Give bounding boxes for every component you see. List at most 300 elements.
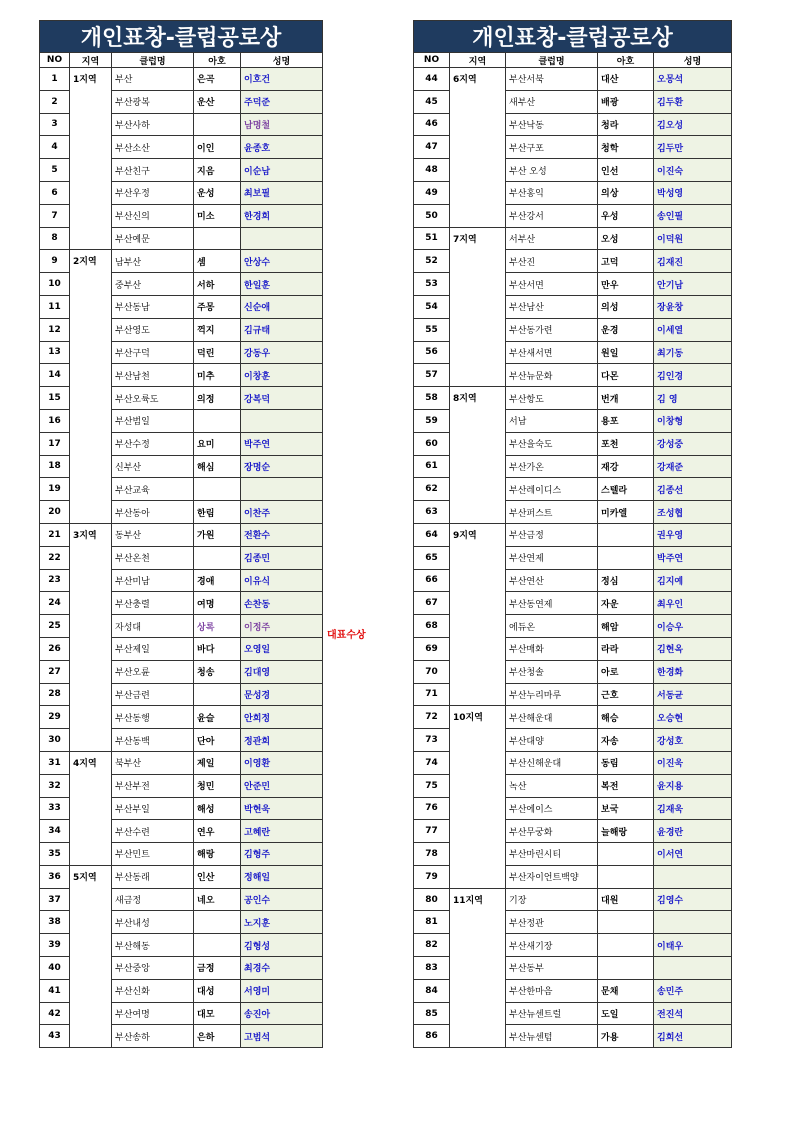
- nickname-cell: 미추: [194, 364, 241, 387]
- recipient-name-cell: 전진석: [654, 1002, 732, 1025]
- nickname-cell: 청민: [194, 774, 241, 797]
- recipient-name-cell: 오영일: [241, 637, 323, 660]
- club-name-cell: 부산영도: [112, 318, 194, 341]
- recipient-name-cell: 박주연: [241, 432, 323, 455]
- row-number: 63: [414, 501, 450, 524]
- club-name-cell: 북부산: [112, 751, 194, 774]
- nickname-cell: 대산: [598, 68, 654, 91]
- recipient-name-cell: 문성경: [241, 683, 323, 706]
- nickname-cell: 경애: [194, 569, 241, 592]
- region-cell: 7지역: [450, 227, 506, 387]
- row-number: 75: [414, 774, 450, 797]
- row-number: 7: [40, 204, 70, 227]
- club-name-cell: 부산레이디스: [506, 478, 598, 501]
- row-number: 53: [414, 273, 450, 296]
- nickname-cell: 해승: [598, 706, 654, 729]
- table-row: [40, 523, 323, 546]
- club-name-cell: 서남: [506, 409, 598, 432]
- recipient-name-cell: 최보필: [241, 181, 323, 204]
- club-name-cell: 부산동아: [112, 501, 194, 524]
- recipient-name-cell: 송인필: [654, 204, 732, 227]
- nickname-cell: 의상: [598, 181, 654, 204]
- recipient-name-cell: 김희선: [654, 1025, 732, 1048]
- recipient-name-cell: 안상수: [241, 250, 323, 273]
- nickname-cell: 스텔라: [598, 478, 654, 501]
- recipient-name-cell: [654, 911, 732, 934]
- row-number: 73: [414, 729, 450, 752]
- row-number: 72: [414, 706, 450, 729]
- table-row: [414, 227, 732, 250]
- recipient-name-cell: 김두만: [654, 136, 732, 159]
- nickname-cell: 은곡: [194, 68, 241, 91]
- table-row: [414, 706, 732, 729]
- recipient-name-cell: 이정주: [241, 615, 323, 638]
- nickname-cell: [194, 478, 241, 501]
- recipient-name-cell: 김종선: [654, 478, 732, 501]
- nickname-cell: 근호: [598, 683, 654, 706]
- club-name-cell: 부산광복: [112, 90, 194, 113]
- header-name: 성명: [241, 53, 323, 68]
- region-cell: 6지역: [450, 68, 506, 228]
- row-number: 81: [414, 911, 450, 934]
- header-region: 지역: [450, 53, 506, 68]
- table-row: [40, 68, 323, 91]
- row-number: 35: [40, 843, 70, 866]
- club-name-cell: 부산신화: [112, 979, 194, 1002]
- header-nickname: 아호: [194, 53, 241, 68]
- region-cell: 9지역: [450, 523, 506, 705]
- nickname-cell: [194, 911, 241, 934]
- row-number: 51: [414, 227, 450, 250]
- club-name-cell: 부산대양: [506, 729, 598, 752]
- representative-award-note: 대표수상: [327, 630, 366, 641]
- recipient-name-cell: 윤지용: [654, 774, 732, 797]
- row-number: 57: [414, 364, 450, 387]
- club-name-cell: 부산자이언트백양: [506, 865, 598, 888]
- row-number: 45: [414, 90, 450, 113]
- row-number: 50: [414, 204, 450, 227]
- nickname-cell: 고덕: [598, 250, 654, 273]
- row-number: 16: [40, 409, 70, 432]
- nickname-cell: 바다: [194, 637, 241, 660]
- row-number: 34: [40, 820, 70, 843]
- recipient-name-cell: 장윤창: [654, 295, 732, 318]
- nickname-cell: 의성: [598, 295, 654, 318]
- club-name-cell: 새부산: [506, 90, 598, 113]
- recipient-name-cell: 최기동: [654, 341, 732, 364]
- club-name-cell: 부산신의: [112, 204, 194, 227]
- nickname-cell: 재강: [598, 455, 654, 478]
- region-cell: 5지역: [70, 865, 112, 1047]
- recipient-name-cell: 이찬주: [241, 501, 323, 524]
- club-name-cell: 부산새서면: [506, 341, 598, 364]
- row-number: 32: [40, 774, 70, 797]
- row-number: 79: [414, 865, 450, 888]
- club-name-cell: 서부산: [506, 227, 598, 250]
- nickname-cell: 서하: [194, 273, 241, 296]
- nickname-cell: 은하: [194, 1025, 241, 1048]
- club-name-cell: 부산중앙: [112, 957, 194, 980]
- club-name-cell: 부산친구: [112, 159, 194, 182]
- nickname-cell: 인선: [598, 159, 654, 182]
- nickname-cell: [194, 227, 241, 250]
- header-no: NO: [40, 53, 70, 68]
- region-cell: 4지역: [70, 751, 112, 865]
- row-number: 83: [414, 957, 450, 980]
- nickname-cell: 다몬: [598, 364, 654, 387]
- club-name-cell: 부산신해운대: [506, 751, 598, 774]
- recipient-name-cell: 김두환: [654, 90, 732, 113]
- recipient-name-cell: 김영수: [654, 888, 732, 911]
- nickname-cell: 우성: [598, 204, 654, 227]
- club-name-cell: 부산예문: [112, 227, 194, 250]
- nickname-cell: 인산: [194, 865, 241, 888]
- row-number: 29: [40, 706, 70, 729]
- recipient-name-cell: 손찬동: [241, 592, 323, 615]
- table-row: [414, 387, 732, 410]
- row-number: 17: [40, 432, 70, 455]
- nickname-cell: [598, 523, 654, 546]
- club-name-cell: 부산오륙도: [112, 387, 194, 410]
- recipient-name-cell: 이덕원: [654, 227, 732, 250]
- club-name-cell: 부산민트: [112, 843, 194, 866]
- recipient-name-cell: 강재준: [654, 455, 732, 478]
- club-name-cell: 부산금련: [112, 683, 194, 706]
- nickname-cell: 셈: [194, 250, 241, 273]
- row-number: 12: [40, 318, 70, 341]
- region-cell: 10지역: [450, 706, 506, 888]
- recipient-name-cell: [241, 227, 323, 250]
- row-number: 25: [40, 615, 70, 638]
- row-number: 47: [414, 136, 450, 159]
- nickname-cell: 배광: [598, 90, 654, 113]
- club-name-cell: 에듀온: [506, 615, 598, 638]
- recipient-name-cell: 한경화: [654, 660, 732, 683]
- row-number: 22: [40, 546, 70, 569]
- nickname-cell: 문채: [598, 979, 654, 1002]
- nickname-cell: 운경: [598, 318, 654, 341]
- row-number: 48: [414, 159, 450, 182]
- recipient-name-cell: [241, 478, 323, 501]
- club-name-cell: 부산충렬: [112, 592, 194, 615]
- nickname-cell: [194, 546, 241, 569]
- club-name-cell: 부산온천: [112, 546, 194, 569]
- row-number: 77: [414, 820, 450, 843]
- nickname-cell: 대모: [194, 1002, 241, 1025]
- recipient-name-cell: 강동우: [241, 341, 323, 364]
- recipient-name-cell: 전환수: [241, 523, 323, 546]
- row-number: 20: [40, 501, 70, 524]
- club-name-cell: 부산해운대: [506, 706, 598, 729]
- row-number: 58: [414, 387, 450, 410]
- nickname-cell: 보국: [598, 797, 654, 820]
- recipient-name-cell: 공인수: [241, 888, 323, 911]
- recipient-name-cell: 오몽석: [654, 68, 732, 91]
- recipient-name-cell: 박현욱: [241, 797, 323, 820]
- nickname-cell: 가원: [194, 523, 241, 546]
- region-cell: 2지역: [70, 250, 112, 524]
- region-cell: 1지역: [70, 68, 112, 250]
- row-number: 13: [40, 341, 70, 364]
- recipient-name-cell: 이창형: [654, 409, 732, 432]
- nickname-cell: 해랑: [194, 843, 241, 866]
- recipient-name-cell: 송진아: [241, 1002, 323, 1025]
- row-number: 76: [414, 797, 450, 820]
- nickname-cell: [598, 546, 654, 569]
- row-number: 39: [40, 934, 70, 957]
- club-name-cell: 부산뉴센트럴: [506, 1002, 598, 1025]
- club-name-cell: 부산동래: [112, 865, 194, 888]
- recipient-name-cell: 송민주: [654, 979, 732, 1002]
- header-no: NO: [414, 53, 450, 68]
- row-number: 68: [414, 615, 450, 638]
- nickname-cell: 한림: [194, 501, 241, 524]
- recipient-name-cell: 서영미: [241, 979, 323, 1002]
- recipient-name-cell: 박주연: [654, 546, 732, 569]
- row-number: 27: [40, 660, 70, 683]
- nickname-cell: 여명: [194, 592, 241, 615]
- region-cell: 11지역: [450, 888, 506, 1048]
- club-name-cell: 부산항도: [506, 387, 598, 410]
- club-name-cell: 부산서북: [506, 68, 598, 91]
- club-name-cell: 동부산: [112, 523, 194, 546]
- club-name-cell: 부산을숙도: [506, 432, 598, 455]
- nickname-cell: 해암: [598, 615, 654, 638]
- row-number: 40: [40, 957, 70, 980]
- club-name-cell: 부산교육: [112, 478, 194, 501]
- club-name-cell: 부산동남: [112, 295, 194, 318]
- club-name-cell: 부산정관: [506, 911, 598, 934]
- club-name-cell: 부산송하: [112, 1025, 194, 1048]
- nickname-cell: [194, 113, 241, 136]
- nickname-cell: 윤슬: [194, 706, 241, 729]
- recipient-name-cell: 김규태: [241, 318, 323, 341]
- nickname-cell: 해성: [194, 797, 241, 820]
- row-number: 43: [40, 1025, 70, 1048]
- nickname-cell: 미소: [194, 204, 241, 227]
- club-name-cell: 부산누리마루: [506, 683, 598, 706]
- row-number: 23: [40, 569, 70, 592]
- nickname-cell: 대원: [598, 888, 654, 911]
- club-name-cell: 부산내성: [112, 911, 194, 934]
- nickname-cell: 원일: [598, 341, 654, 364]
- recipient-name-cell: 정해일: [241, 865, 323, 888]
- table-title: 개인표창-클럽공로상: [414, 21, 732, 53]
- recipient-name-cell: 신순애: [241, 295, 323, 318]
- row-number: 6: [40, 181, 70, 204]
- row-number: 54: [414, 295, 450, 318]
- row-number: 2: [40, 90, 70, 113]
- recipient-name-cell: 정관희: [241, 729, 323, 752]
- nickname-cell: 주몽: [194, 295, 241, 318]
- club-name-cell: 부산남천: [112, 364, 194, 387]
- region-cell: 8지역: [450, 387, 506, 524]
- row-number: 46: [414, 113, 450, 136]
- row-number: 49: [414, 181, 450, 204]
- row-number: 84: [414, 979, 450, 1002]
- club-name-cell: 부산수련: [112, 820, 194, 843]
- row-number: 38: [40, 911, 70, 934]
- recipient-name-cell: 오승현: [654, 706, 732, 729]
- row-number: 37: [40, 888, 70, 911]
- nickname-cell: 운산: [194, 90, 241, 113]
- nickname-cell: 만우: [598, 273, 654, 296]
- club-name-cell: 부산남산: [506, 295, 598, 318]
- club-name-cell: 남부산: [112, 250, 194, 273]
- row-number: 9: [40, 250, 70, 273]
- club-name-cell: 부산연산: [506, 569, 598, 592]
- club-name-cell: 부산뉴문화: [506, 364, 598, 387]
- recipient-name-cell: 이진욱: [654, 751, 732, 774]
- nickname-cell: [598, 865, 654, 888]
- table-row: [40, 751, 323, 774]
- recipient-name-cell: 김오성: [654, 113, 732, 136]
- row-number: 31: [40, 751, 70, 774]
- club-name-cell: 부산마린시티: [506, 843, 598, 866]
- nickname-cell: 번개: [598, 387, 654, 410]
- recipient-name-cell: 윤경란: [654, 820, 732, 843]
- club-name-cell: 부산동연제: [506, 592, 598, 615]
- row-number: 52: [414, 250, 450, 273]
- nickname-cell: 네오: [194, 888, 241, 911]
- row-number: 70: [414, 660, 450, 683]
- award-table-right: [413, 20, 732, 1048]
- club-name-cell: 부산매화: [506, 637, 598, 660]
- row-number: 85: [414, 1002, 450, 1025]
- recipient-name-cell: 주덕준: [241, 90, 323, 113]
- row-number: 44: [414, 68, 450, 91]
- region-cell: 3지역: [70, 523, 112, 751]
- nickname-cell: 상록: [194, 615, 241, 638]
- nickname-cell: 도일: [598, 1002, 654, 1025]
- club-name-cell: 부산범일: [112, 409, 194, 432]
- club-name-cell: 부산구덕: [112, 341, 194, 364]
- row-number: 41: [40, 979, 70, 1002]
- nickname-cell: 운성: [194, 181, 241, 204]
- recipient-name-cell: 고혜란: [241, 820, 323, 843]
- table-row: [40, 250, 323, 273]
- nickname-cell: 덕린: [194, 341, 241, 364]
- recipient-name-cell: 김인경: [654, 364, 732, 387]
- row-number: 8: [40, 227, 70, 250]
- nickname-cell: 제일: [194, 751, 241, 774]
- nickname-cell: [194, 934, 241, 957]
- nickname-cell: 금정: [194, 957, 241, 980]
- club-name-cell: 부산제일: [112, 637, 194, 660]
- nickname-cell: 오성: [598, 227, 654, 250]
- header-region: 지역: [70, 53, 112, 68]
- recipient-name-cell: 김지예: [654, 569, 732, 592]
- club-name-cell: 부산부일: [112, 797, 194, 820]
- recipient-name-cell: 안희정: [241, 706, 323, 729]
- recipient-name-cell: 김재진: [654, 250, 732, 273]
- nickname-cell: 아로: [598, 660, 654, 683]
- club-name-cell: 부산여명: [112, 1002, 194, 1025]
- recipient-name-cell: 김 영: [654, 387, 732, 410]
- row-number: 64: [414, 523, 450, 546]
- recipient-name-cell: 이호건: [241, 68, 323, 91]
- recipient-name-cell: 최우인: [654, 592, 732, 615]
- nickname-cell: 꺽지: [194, 318, 241, 341]
- award-table-left: [39, 20, 323, 1048]
- row-number: 5: [40, 159, 70, 182]
- row-number: 15: [40, 387, 70, 410]
- club-name-cell: 부산오륜: [112, 660, 194, 683]
- club-name-cell: 새금정: [112, 888, 194, 911]
- nickname-cell: 포천: [598, 432, 654, 455]
- recipient-name-cell: 김형성: [241, 934, 323, 957]
- row-number: 10: [40, 273, 70, 296]
- recipient-name-cell: 이서연: [654, 843, 732, 866]
- row-number: 1: [40, 68, 70, 91]
- nickname-cell: 대성: [194, 979, 241, 1002]
- nickname-cell: 해심: [194, 455, 241, 478]
- header-nickname: 아호: [598, 53, 654, 68]
- recipient-name-cell: 이영환: [241, 751, 323, 774]
- row-number: 14: [40, 364, 70, 387]
- recipient-name-cell: 권우영: [654, 523, 732, 546]
- recipient-name-cell: 장명순: [241, 455, 323, 478]
- club-name-cell: 부산한마음: [506, 979, 598, 1002]
- nickname-cell: 지음: [194, 159, 241, 182]
- table-row: [414, 523, 732, 546]
- nickname-cell: [194, 409, 241, 432]
- club-name-cell: 부산낙동: [506, 113, 598, 136]
- club-name-cell: 부산서면: [506, 273, 598, 296]
- club-name-cell: 녹산: [506, 774, 598, 797]
- nickname-cell: [598, 957, 654, 980]
- recipient-name-cell: 조성협: [654, 501, 732, 524]
- nickname-cell: 청송: [194, 660, 241, 683]
- row-number: 67: [414, 592, 450, 615]
- club-name-cell: 부산: [112, 68, 194, 91]
- club-name-cell: 부산동백: [112, 729, 194, 752]
- recipient-name-cell: 한일훈: [241, 273, 323, 296]
- recipient-name-cell: 이승우: [654, 615, 732, 638]
- recipient-name-cell: 이순남: [241, 159, 323, 182]
- club-name-cell: 부산퍼스트: [506, 501, 598, 524]
- nickname-cell: [194, 683, 241, 706]
- row-number: 80: [414, 888, 450, 911]
- club-name-cell: 부산무궁화: [506, 820, 598, 843]
- nickname-cell: 청학: [598, 136, 654, 159]
- row-number: 28: [40, 683, 70, 706]
- header-name: 성명: [654, 53, 732, 68]
- recipient-name-cell: 이유식: [241, 569, 323, 592]
- table-row: [414, 68, 732, 91]
- nickname-cell: 용포: [598, 409, 654, 432]
- club-name-cell: 부산홍익: [506, 181, 598, 204]
- table-row: [40, 865, 323, 888]
- club-name-cell: 부산수정: [112, 432, 194, 455]
- recipient-name-cell: 강성중: [654, 432, 732, 455]
- header-club: 클럽명: [506, 53, 598, 68]
- recipient-name-cell: 안기남: [654, 273, 732, 296]
- club-name-cell: 부산동가련: [506, 318, 598, 341]
- row-number: 24: [40, 592, 70, 615]
- row-number: 66: [414, 569, 450, 592]
- nickname-cell: 자운: [598, 592, 654, 615]
- club-name-cell: 부산새기장: [506, 934, 598, 957]
- club-name-cell: 부산에이스: [506, 797, 598, 820]
- row-number: 21: [40, 523, 70, 546]
- recipient-name-cell: 김재욱: [654, 797, 732, 820]
- row-number: 3: [40, 113, 70, 136]
- table-row: [414, 888, 732, 911]
- nickname-cell: 동림: [598, 751, 654, 774]
- row-number: 26: [40, 637, 70, 660]
- nickname-cell: 미카엘: [598, 501, 654, 524]
